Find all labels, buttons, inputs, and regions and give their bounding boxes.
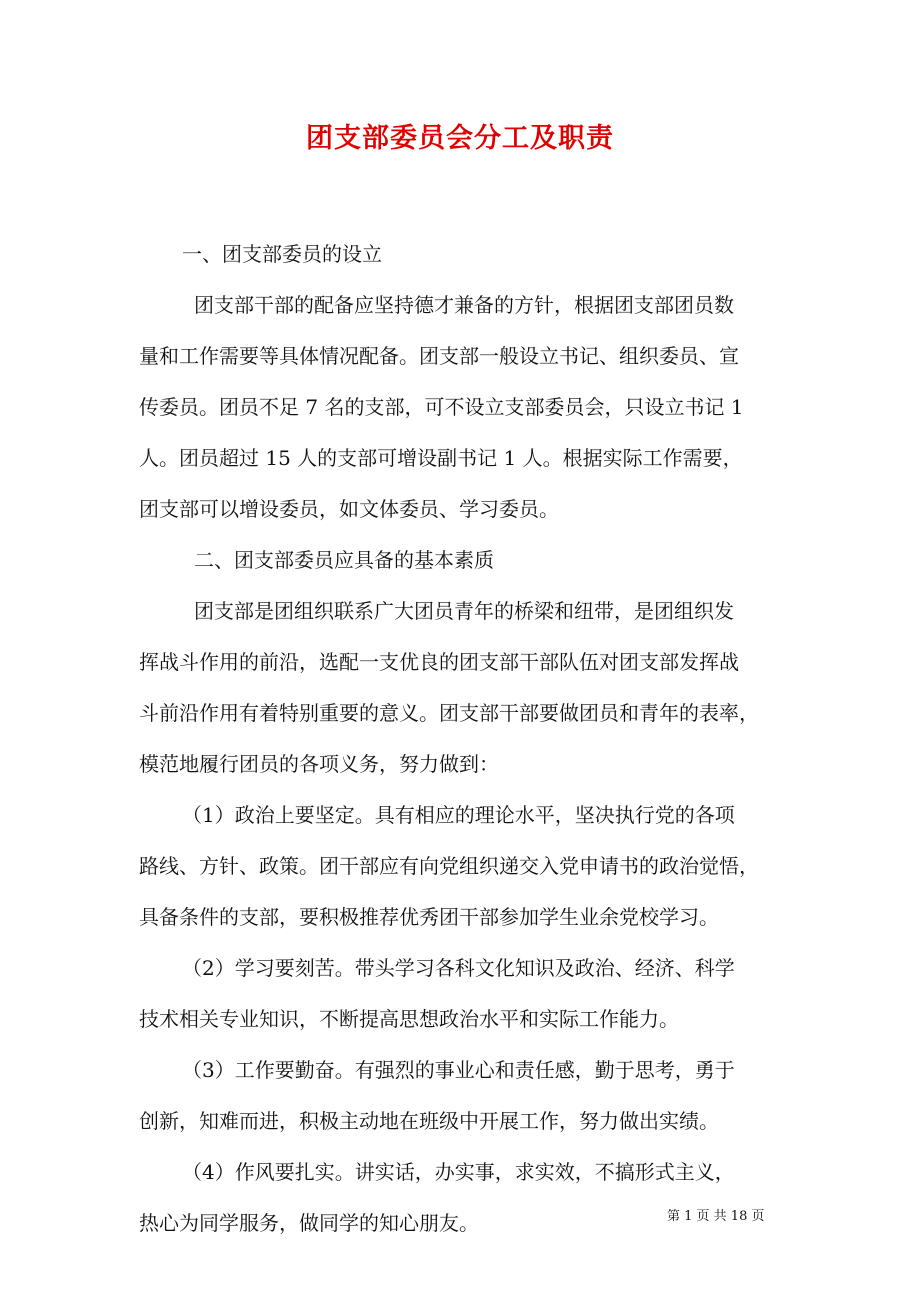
document-title: 团支部委员会分工及职责 [306, 123, 614, 154]
paragraph [139, 1154, 789, 1242]
paragraph [139, 950, 789, 1038]
paragraph [139, 593, 789, 783]
page-number: 第 1 页 共 18 页 [667, 1209, 765, 1224]
paragraph-line: 模范地履行团员的各项义务，努力做到： [139, 752, 499, 776]
paragraph-line: 传委员。团员不足 7 名的支部，可不设立支部委员会，只设立书记 1 [139, 395, 744, 419]
paragraph-line: 团支部是团组织联系广大团员青年的桥梁和纽带，是团组织发 [194, 599, 734, 623]
paragraph-line: 具备条件的支部，要积极推荐优秀团干部参加学生业余党校学习。 [139, 905, 719, 929]
paragraph-line: 技术相关专业知识，不断提高思想政治水平和实际工作能力。 [139, 1007, 679, 1031]
paragraph-line: 量和工作需要等具体情况配备。团支部一般设立书记、组织委员、宣 [139, 344, 739, 368]
paragraph-line: 路线、方针、政策。团干部应有向党组织递交入党申请书的政治觉悟， [139, 854, 759, 878]
paragraph-line: 挥战斗作用的前沿，选配一支优良的团支部干部队伍对团支部发挥战 [139, 650, 739, 674]
paragraph-line: 团支部可以增设委员，如文体委员、学习委员。 [139, 497, 559, 521]
paragraph [139, 1052, 789, 1140]
section-heading: 一、团支部委员的设立 [182, 242, 382, 266]
paragraph-line: 人。团员超过 15 人的支部可增设副书记 1 人。根据实际工作需要， [139, 446, 743, 470]
paragraph-line: 创新，知难而进，积极主动地在班级中开展工作，努力做出实绩。 [139, 1109, 719, 1133]
paragraph-line: （4）作风要扎实。讲实话，办实事，求实效，不搞形式主义， [182, 1160, 735, 1184]
paragraph [139, 797, 789, 936]
paragraph-line: 团支部干部的配备应坚持德才兼备的方针，根据团支部团员数 [194, 293, 734, 317]
paragraph [139, 287, 789, 528]
paragraph-line: （1）政治上要坚定。具有相应的理论水平，坚决执行党的各项 [182, 803, 735, 827]
document-body [139, 236, 789, 1242]
paragraph-line: （3）工作要勤奋。有强烈的事业心和责任感，勤于思考，勇于 [182, 1058, 735, 1082]
paragraph-line: 斗前沿作用有着特别重要的意义。团支部干部要做团员和青年的表率， [139, 701, 759, 725]
paragraph-line: 热心为同学服务，做同学的知心朋友。 [139, 1211, 479, 1235]
paragraph-line: （2）学习要刻苦。带头学习各科文化知识及政治、经济、科学 [182, 956, 735, 980]
section-heading: 二、团支部委员应具备的基本素质 [194, 548, 494, 572]
